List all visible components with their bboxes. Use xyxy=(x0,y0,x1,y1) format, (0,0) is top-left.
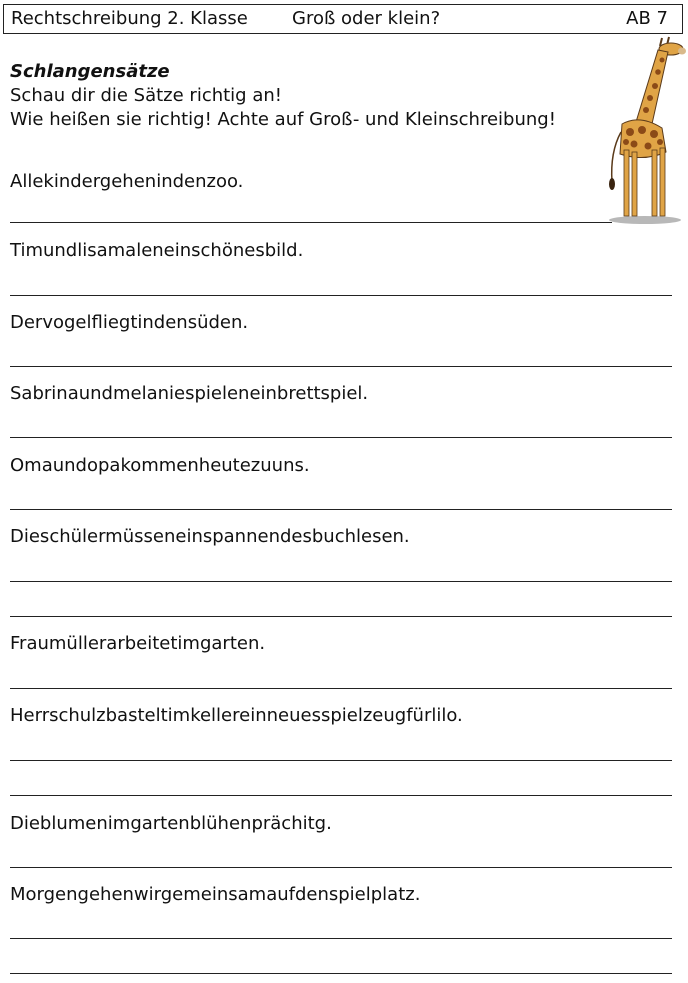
sentence-8: Herrschulzbasteltimkellereinneuesspielzeugfürlilo. xyxy=(10,705,463,726)
sentence-1: Allekindergehenindenzoo. xyxy=(10,171,244,192)
instruction-line-1: Schau dir die Sätze richtig an! xyxy=(10,85,282,106)
writing-line[interactable] xyxy=(10,222,612,223)
sentence-3: Dervogelfliegtindensüden. xyxy=(10,312,249,333)
worksheet-header xyxy=(3,4,683,34)
writing-line[interactable] xyxy=(10,295,672,296)
writing-line[interactable] xyxy=(10,688,672,689)
sentence-9: Dieblumenimgartenblühenprächitg. xyxy=(10,813,332,834)
writing-line[interactable] xyxy=(10,437,672,438)
sentence-2: Timundlisamaleneinschönesbild. xyxy=(10,240,304,261)
writing-line[interactable] xyxy=(10,867,672,868)
writing-line[interactable] xyxy=(10,938,672,939)
instructions xyxy=(10,60,556,132)
writing-line[interactable] xyxy=(10,581,672,582)
exercise-title: Schlangensätze xyxy=(10,61,170,82)
writing-line[interactable] xyxy=(10,760,672,761)
sheet-number: AB 7 xyxy=(626,8,668,29)
sentence-5: Omaundopakommenheutezuuns. xyxy=(10,455,310,476)
writing-line[interactable] xyxy=(10,366,672,367)
writing-line[interactable] xyxy=(10,509,672,510)
giraffe-icon xyxy=(600,32,688,227)
sentence-7: Fraumüllerarbeitetimgarten. xyxy=(10,633,266,654)
subject-label: Rechtschreibung 2. Klasse xyxy=(11,8,248,29)
topic-label: Groß oder klein? xyxy=(292,8,441,29)
sentence-6: Dieschülermüsseneinspannendesbuchlesen. xyxy=(10,526,410,547)
writing-line[interactable] xyxy=(10,616,672,617)
sentence-10: Morgengehenwirgemeinsamaufdenspielplatz. xyxy=(10,884,421,905)
writing-line[interactable] xyxy=(10,973,672,974)
instruction-line-2: Wie heißen sie richtig! Achte auf Groß- und Kleinschreibung! xyxy=(10,109,556,130)
writing-line[interactable] xyxy=(10,795,672,796)
sentence-4: Sabrinaundmelaniespieleneinbrettspiel. xyxy=(10,383,369,404)
